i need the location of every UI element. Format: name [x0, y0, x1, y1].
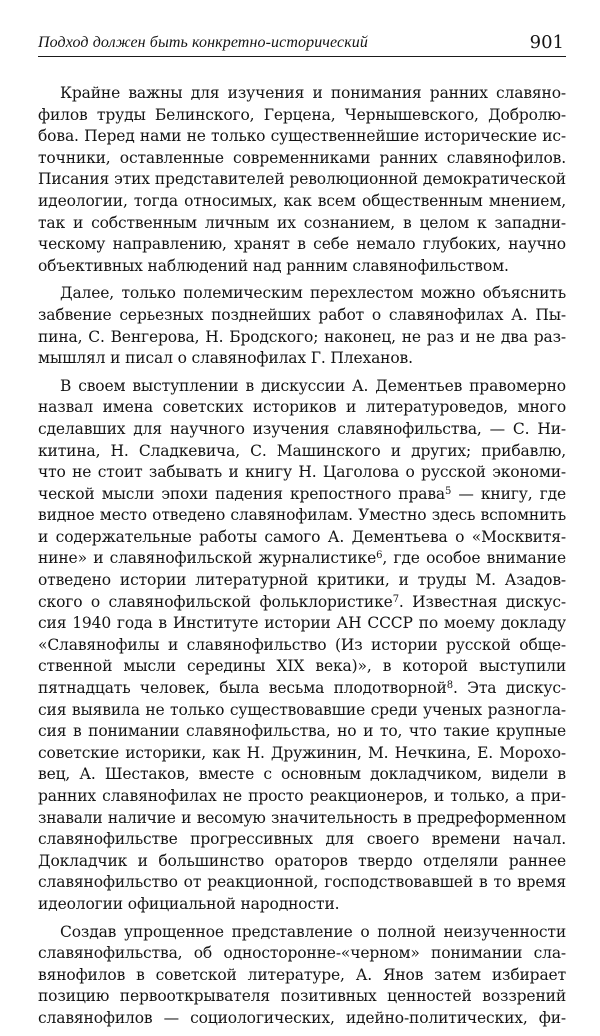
text-line: и содержательные работы самого А. Дементьева о «Москвитя- — [38, 527, 566, 546]
text-line: бова. Перед нами не только существеннейшие исторические ис- — [38, 127, 566, 146]
text-segment: — книгу, где — [451, 484, 566, 503]
text-line: славянофильства, об односторонне-«черном» понимании сла- — [38, 944, 566, 963]
text-line: сия выявила не только существовавшие среди ученых разногла- — [38, 700, 566, 719]
text-line: ранних славянофилах не просто реакционеров, и только, а при- — [38, 787, 566, 805]
text-line: ственной мысли середины XIX века)», в которой выступили — [38, 657, 566, 676]
text-line: отведено истории литературной критики, и труды М. Азадов- — [38, 571, 566, 590]
paragraph — [38, 376, 566, 916]
text-line: славянофилов — социологических, идейно-политических, фи- — [38, 1008, 566, 1027]
footnote-ref-5[interactable]: 5 — [445, 485, 452, 497]
text-line: В своем выступлении в дискуссии А. Дементьев правомерно — [60, 376, 566, 395]
text-line: китина, Н. Сладкевича, С. Машинского и других; прибавлю, — [38, 441, 566, 460]
text-line: Крайне важны для изучения и понимания ранних славяно- — [60, 84, 566, 102]
text-line: Писания этих представителей революционной демократической — [38, 170, 566, 189]
paragraph — [38, 283, 566, 369]
text-line: вец, А. Шестаков, вместе с основным докладчиком, видели в — [38, 765, 566, 784]
text-line: забвение серьезных позднейших работ о славянофилах А. Пы- — [38, 305, 566, 324]
book-page — [38, 30, 566, 1036]
text-line: филов труды Белинского, Герцена, Чернышевского, Добролю- — [38, 105, 566, 124]
text-line — [38, 548, 566, 570]
paragraph — [38, 922, 566, 1030]
text-line: идеологии, тогда относимых, как всем общественным мнением, — [38, 191, 566, 210]
page-number: 901 — [529, 32, 564, 53]
text-line: идеологии официальной народности. — [38, 894, 340, 913]
text-line: советские историки, как Н. Дружинин, М. Нечкина, Е. Морохо- — [38, 743, 566, 762]
text-line: «Славянофилы и славянофильство (Из истории русской обще- — [38, 635, 566, 654]
text-segment: пятнадцать человек, была весьма плодотворной — [38, 679, 447, 698]
text-line: точники, оставленные современниками ранних славянофилов. — [38, 148, 566, 167]
text-line — [38, 678, 566, 700]
text-segment: , где особое внимание — [382, 549, 566, 568]
text-line — [38, 592, 566, 614]
text-segment: . Эта дискус- — [452, 679, 567, 698]
text-line: позицию первооткрывателя позитивных ценностей воззрений — [38, 987, 566, 1006]
footnote-ref-7[interactable]: 7 — [392, 593, 399, 605]
text-line: сия в понимании славянофильства, но и то, что такие крупные — [38, 722, 566, 741]
text-line: славянофильстве прогрессивных для своего времени начал. — [38, 830, 566, 849]
text-line: ческому направлению, хранят в себе немало глубоких, научно — [38, 235, 566, 254]
text-line: сия 1940 года в Институте истории АН СССР по моему докладу — [38, 614, 566, 633]
text-line: видное место отведено славянофилам. Уместно здесь вспомнить — [38, 506, 566, 525]
text-segment: . Известная дискус- — [398, 592, 566, 611]
text-line — [38, 484, 566, 506]
text-line: сделавших для научного изучения славянофильства, — С. Ни- — [38, 419, 566, 438]
text-line: славянофильство от реакционной, господствовавшей в то время — [38, 873, 566, 892]
footnote-ref-8[interactable]: 8 — [446, 680, 453, 692]
text-line: так и собственным личным их сознанием, в целом к западни- — [38, 213, 566, 232]
footnote-ref-6[interactable]: 6 — [376, 550, 383, 562]
running-title: Подход должен быть конкретно-исторический — [38, 34, 368, 51]
text-line: назвал имена советских историков и литературоведов, много — [38, 398, 566, 417]
running-head — [38, 30, 566, 57]
text-line: Далее, только полемическим перехлестом можно объяснить — [60, 284, 566, 303]
text-line: что не стоит забывать и книгу Н. Цаголова о русской экономи- — [38, 463, 566, 482]
text-line: мышлял и писал о славянофилах Г. Плеханов. — [38, 349, 413, 368]
text-segment: ского о славянофильской фольклористике — [38, 592, 393, 611]
text-segment: ческой мысли эпохи падения крепостного права — [38, 484, 445, 503]
text-line: вянофилов в советской литературе, А. Янов затем избирает — [38, 965, 566, 984]
body-text — [38, 83, 566, 1030]
text-line: Создав упрощенное представление о полной неизученности — [60, 922, 566, 941]
text-segment: нине» и славянофильской журналистике — [38, 549, 377, 568]
text-line: Докладчик и большинство ораторов твердо отделяли раннее — [38, 851, 566, 870]
text-line: объективных наблюдений над ранним славянофильством. — [38, 256, 509, 275]
paragraph — [38, 83, 566, 277]
text-line: пина, С. Венгерова, Н. Бродского; наконец, не раз и не два раз- — [38, 327, 566, 346]
text-line: знавали наличие и весомую значительность в предреформенном — [38, 808, 566, 827]
